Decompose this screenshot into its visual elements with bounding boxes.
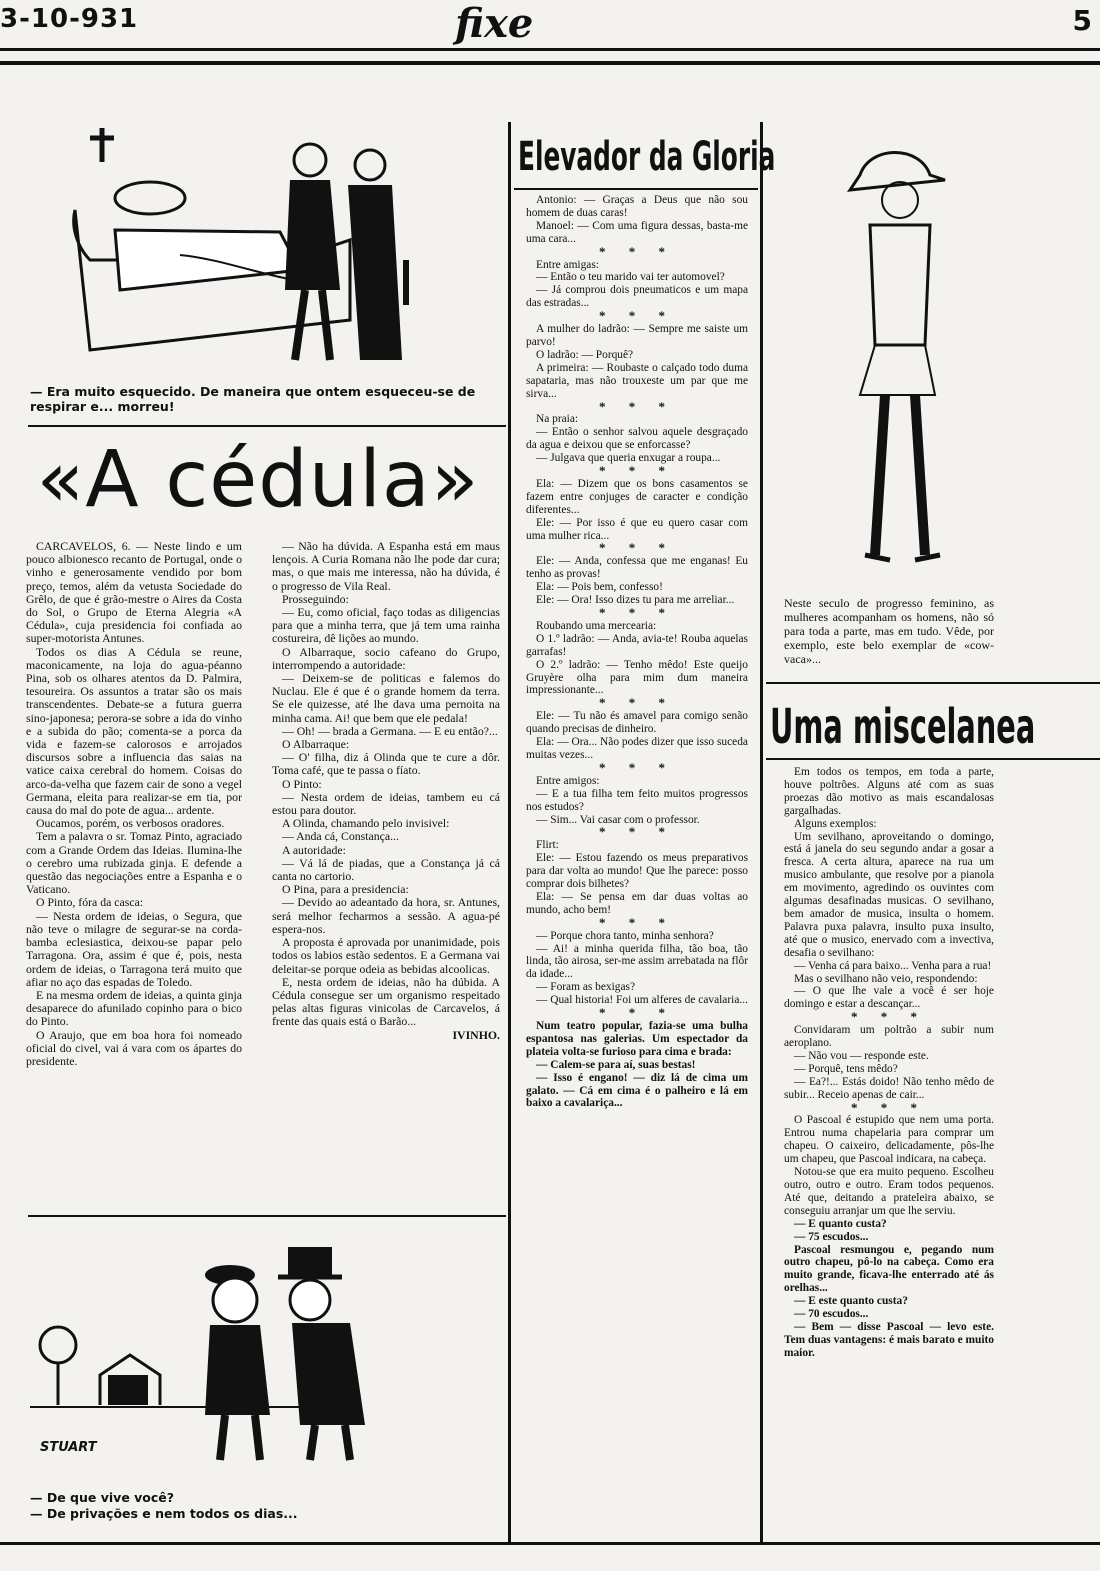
joke-line: Roubando uma mercearia: — [536, 619, 657, 632]
joke-line: Ele: — Anda, confessa que me enganas! Eu tenho as provas! — [526, 555, 748, 581]
story-line: — Ea?!... Estás doido! Não tenho mêdo de subir... Receio apenas de cair... — [784, 1075, 994, 1101]
joke-line: — Já comprou dois pneumaticos e um mapa das estradas... — [526, 284, 748, 310]
story-line: — Bem — disse Pascoal — levo este. Tem duas vantagens: é mais barato e muito maior. — [784, 1320, 994, 1359]
miscelanea-column — [784, 766, 994, 1360]
section-rule — [28, 425, 506, 427]
separator-stars: * * * — [599, 540, 675, 556]
joke-line: Ele: — Tu não és amavel para comigo senão quando precisas de dinheiro. — [526, 710, 748, 736]
story-line: — O que lhe vale a você é ser hoje domingo e estar a descançar... — [784, 985, 994, 1011]
paragraph: — O' filha, diz á Olinda que te cure a dôr. Toma café, que te passa o fíato. — [272, 750, 500, 778]
paragraph: — Anda cá, Constança... — [282, 829, 399, 844]
joke-line: Ele: — Por isso é que eu quero casar com uma mulher rica... — [526, 516, 748, 542]
cedula-column-2 — [272, 540, 500, 1042]
story-line: Mas o sevilhano não veio, respondendo: — [794, 972, 978, 985]
issue-date: 3-10-931 — [0, 4, 139, 34]
header-rule — [0, 48, 1100, 65]
paragraph: O Araujo, que em boa hora foi nomeado oficial do civel, vai á vara com os ápartes do presidente. — [26, 1027, 242, 1068]
joke-line: A mulher do ladrão: — Sempre me saiste um parvo! — [526, 323, 748, 348]
cowgirl-illustration — [830, 135, 960, 575]
separator-stars: * * * — [599, 463, 675, 479]
story-line: — Venha cá para baixo... Venha para a rua! — [794, 959, 992, 972]
top-cartoon-caption: — Era muito esquecido. De maneira que ontem esqueceu-se de respirar e... morreu! — [30, 384, 476, 414]
story-line: Notou-se que era muito pequeno. Escolheu outro, outro e outro. Eram todos pequenos. Até que, deitando a prateleira abaixo, se conseguiu arranjar um que lhe serviu. — [784, 1166, 994, 1217]
joke-line: Ela: — Dizem que os bons casamentos se fazem entre conjuges de caracter e condição diferentes... — [526, 477, 748, 516]
paragraph: O Pina, para a presidencia: — [282, 882, 409, 897]
joke-line: Flirt: — [536, 839, 559, 852]
joke-line: — Qual historia! Foi um alferes de cavalaria... — [536, 994, 748, 1007]
section-rule — [28, 1215, 506, 1217]
joke-line: Num teatro popular, fazia-se uma bulha espantosa nas galerias. Um espectador da plateia volta-se furioso para cima e brada: — [526, 1020, 748, 1058]
separator-stars: * * * — [599, 243, 675, 259]
separator-stars: * * * — [851, 1099, 927, 1115]
paragraph: — Nesta ordem de ideias, tambem eu cá estou para doutor. — [272, 789, 500, 818]
separator-stars: * * * — [599, 1005, 675, 1021]
separator-stars: * * * — [599, 605, 675, 620]
joke-line: — E a tua filha tem feito muitos progressos nos estudos? — [526, 787, 748, 813]
paragraph: — Oh! — brada a Germana. — E eu então?... — [282, 723, 498, 738]
paragraph: — Deixem-se de politicas e falemos do Nuclau. Ele é que é o grande homem da terra. Se ele quizesse, até lhe dava uma pernoita na minha cama. Ai! que bem que ele pedala! — [272, 671, 500, 725]
paragraph: A proposta é aprovada por unanimidade, pois todos os labios estão sedentos. E a Germana vai deleitar-se porque odeia as bebidas alcoolicas. — [272, 935, 500, 976]
cedula-column-1 — [26, 540, 242, 1068]
separator-stars: * * * — [599, 759, 675, 775]
paragraph: Prosseguindo: — [282, 591, 349, 606]
joke-line: — Foram as bexigas? — [536, 981, 636, 994]
joke-line: O ladrão: — Porquê? — [536, 348, 634, 361]
paragraph: — Devido ao adeantado da hora, sr. Antunes, será melhor fecharmos a sessão. A agua-pé espera-nos. — [272, 895, 500, 936]
joke-line: — Ai! a minha querida filha, tão boa, tão linda, tão airosa, ser-me assim arrebatada na flôr da idade... — [526, 942, 748, 981]
paragraph: O Albarraque, socio cafeano do Grupo, interrompendo a autoridade: — [272, 644, 500, 672]
joke-line: — Então o teu marido vai ter automovel? — [536, 271, 725, 284]
joke-line: Ela: — Se pensa em dar duas voltas ao mundo, acho bem! — [526, 890, 748, 916]
section-rule — [766, 682, 1100, 684]
paragraph: — Vá lá de piadas, que a Constança já cá canta no cartorio. — [272, 855, 500, 884]
story-line: Convidaram um poltrão a subir num aeroplano. — [784, 1024, 994, 1050]
story-line: O Pascoal é estupido que nem uma porta. Entrou numa chapelaria para comprar um chapeu. O caixeiro, delicadamente, pôs-lhe um chapeu, que Pascoal indicara, na cabeça. — [784, 1114, 994, 1166]
joke-line: A primeira: — Roubaste o calçado todo duma sapataria, mas não trouxeste um par que me sirva... — [526, 361, 748, 400]
joke-line: — Isso é engano! — diz lá de cima um galato. — Cá em cima é o palheiro e lá em baixo a cavalariça... — [526, 1071, 748, 1110]
paragraph: O Albarraque: — [282, 737, 350, 752]
elevador-title: Elevador da Gloria — [518, 134, 776, 180]
separator-stars: * * * — [599, 914, 675, 930]
miscelanea-title: Uma miscelanea — [770, 699, 1036, 755]
separator-stars: * * * — [599, 824, 675, 840]
joke-line: Ele: — Estou fazendo os meus preparativos para dar volta ao mundo! Que lhe parece: posso comprar dois bilhetes? — [526, 852, 748, 891]
story-line: Em todos os tempos, em toda a parte, houve poltrões. Alguns até com as suas proezas dão motivo as mais escandalosas gargalhadas. — [784, 766, 994, 817]
bottom-cartoon-caption-2: — De privações e nem todos os dias... — [30, 1506, 298, 1521]
paragraph: CARCAVELOS, 6. — Neste lindo e um pouco albionesco recanto de Portugal, onde o vinho e generosamente vendido por bom preço, temos, além da vetusta Sociedade do Grêlo, de que é grão-mestre o Aires da Costa do Sol, o Grupo de Eterna Alegria «A Cédula», cuja presidencia foi confiada ao super-motorista Antunes. — [26, 539, 242, 646]
story-line: Alguns exemplos: — [794, 817, 877, 830]
separator-stars: * * * — [599, 308, 675, 324]
column-rule — [508, 122, 511, 1542]
story-line: — Porquê, tens mêdo? — [794, 1062, 898, 1075]
paragraph: E, nesta ordem de ideias, não ha dúbida. A Cédula consegue ser um organismo respeitado pelas altas figuras vinicolas de Carcavelos, á frente das quais está o Barão... — [272, 974, 500, 1029]
cartoonist-signature: STUART — [40, 1440, 97, 1455]
deathbed-cartoon — [30, 120, 500, 378]
joke-line: — Porque chora tanto, minha senhora? — [536, 929, 714, 942]
title-rule — [766, 758, 1100, 760]
separator-stars: * * * — [599, 398, 675, 414]
joke-line: — Sim... Vai casar com o professor. — [536, 813, 700, 826]
paragraph: — Nesta ordem de ideias, o Segura, que não teve o milagre de segurar-se na corda-bamba eclesiastica, deixou-se papar pelo Tarragona. Ora, assim é que é, pois, nesta ordem de ideias, o Tarragona terá muito que afiar no aço das espadas de Toledo. — [26, 908, 242, 989]
page-number: 5 — [1072, 4, 1092, 37]
paragraph: Tem a palavra o sr. Tomaz Pinto, agraciado com a Grande Ordem das Ideias. Ilumina-lhe o cerebro uma rubizada ginja. E defende a questão das negociações entre a Espanha e o Vaticano. — [26, 829, 242, 897]
cross-icon — [90, 128, 114, 162]
joke-line: Manoel: — Com uma figura dessas, basta-me uma cara... — [526, 219, 748, 245]
figure-caption: Neste seculo de progresso feminino, as mulheres acompanham os homens, não só para toda a parte, mas em tudo. Vêde, por exemplo, este belo exemplar de «cow-vaca»... — [784, 596, 994, 666]
author-signature: IVINHO. — [452, 1027, 500, 1042]
story-line: — E quanto custa? — [794, 1217, 887, 1230]
joke-line: Entre amigos: — [536, 774, 600, 787]
joke-line: Ele: — Ora! Isso dizes tu para me arreliar... — [536, 594, 735, 607]
joke-line: — Calem-se para aí, suas bestas! — [536, 1058, 696, 1071]
column-rule — [760, 122, 763, 1542]
two-men-cartoon — [30, 1225, 500, 1475]
joke-line: O 1.º ladrão: — Anda, avia-te! Rouba aquelas garrafas! — [526, 632, 748, 658]
paragraph: O Pinto: — [282, 776, 322, 791]
joke-line: Na praia: — [536, 413, 579, 426]
elevador-column — [526, 194, 748, 1110]
story-line: Um sevilhano, aproveitando o domingo, está á janela do seu segundo andar a gosar a fresca. A certa altura, aparece na rua um musico ambulante, que resolve por a pianola em movimento, agredindo os ouvintes com algumas desafinadas musicas. O sevilhano, bem amador de musica, insulta o homem. Palavra puxa palavra, insulto puxa insulto, até que o musico, enervado com a invectiva, desafia o sevilhano: — [784, 830, 994, 959]
title-rule — [514, 188, 758, 190]
masthead-logo: fixe — [455, 0, 534, 47]
separator-stars: * * * — [599, 695, 675, 711]
story-line: — 75 escudos... — [794, 1230, 869, 1243]
paragraph: E na mesma ordem de ideias, a quinta ginja desaparece do afunilado copinho para o bico do Pinto. — [26, 987, 242, 1029]
paragraph: — Não ha dúvida. A Espanha está em maus lençois. A Curia Romana não lhe pode dar cura; mas, o que mais me interessa, não ha dúvida, é o progresso de Vila Real. — [272, 539, 500, 593]
story-line: — Não vou — responde este. — [794, 1049, 929, 1062]
paragraph: Oucamos, porém, os verbosos oradores. — [36, 816, 225, 831]
joke-line: Ela: — Ora... Não podes dizer que isso suceda muitas vezes... — [526, 736, 748, 761]
story-line: — 70 escudos... — [794, 1308, 869, 1321]
paragraph: Todos os dias A Cédula se reune, maconicamente, na loja do agua-péanno Pina, sob os olhares atentos da D. Palmira, tesoureira. Os assuntos a tratar são os mais transcendentes. Debate-se a futura guerra sino-japonesa; perora-se sobre a ida do vinho e a subida do pão; comenta-se a porca da vida e fazem-se calorosos e arrojados discursos sobre a influencia das saias na vatice caixa cerebral do homem. Coisas do arco-da-velha que fazem cair de sono a vegel Germana, eleita para realizar-se em tia, por causa do mal do pote de agua... ardente. — [26, 644, 242, 818]
joke-line: — Julgava que queria enxugar a roupa... — [536, 452, 721, 465]
joke-line: Entre amigas: — [536, 258, 599, 271]
separator-stars: * * * — [851, 1009, 927, 1025]
bottom-rule — [0, 1542, 1100, 1545]
paragraph: A autoridade: — [282, 842, 346, 857]
bottom-cartoon-caption-1: — De que vive você? — [30, 1490, 175, 1505]
joke-line: Ela: — Pois bem, confesso! — [536, 581, 663, 594]
paragraph: — Eu, como oficial, faço todas as diligencias para que a minha terra, que já tem uma rainha costureira, dê lições ao mundo. — [272, 605, 500, 646]
joke-line: — Então o senhor salvou aquele desgraçado da agua e deixou que se enforcasse? — [526, 426, 748, 452]
paragraph: A Olinda, chamando pelo invisivel: — [282, 816, 450, 831]
story-line: — E este quanto custa? — [794, 1295, 908, 1308]
paragraph: O Pinto, fóra da casca: — [36, 895, 144, 910]
joke-line: Antonio: — Graças a Deus que não sou homem de duas caras! — [526, 194, 748, 219]
joke-line: O 2.º ladrão: — Tenho mêdo! Este queijo Gruyère olha para mim dum maneira impressionante... — [526, 658, 748, 697]
cedula-title: «A cédula» — [36, 435, 480, 525]
story-line: Pascoal resmungou e, pegando num outro chapeu, pô-lo na cabeça. Como era muito grande, ficava-lhe enterrado até ás orelhas... — [784, 1243, 994, 1295]
